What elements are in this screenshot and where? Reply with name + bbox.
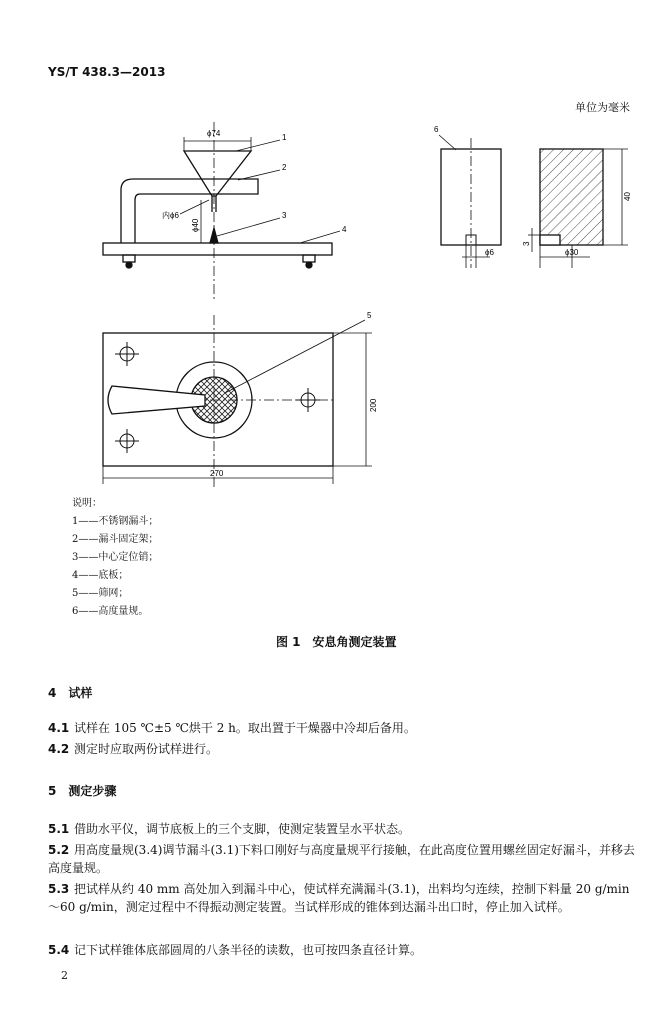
clause-text: 用高度量规(3.4)调节漏斗(3.1)下料口刚好与高度量规平行接触，在此高度位置用螺丝固定好漏斗，并移去高度量规。 (48, 843, 635, 875)
figure-caption: 图 1 安息角测定装置 (276, 635, 397, 649)
page-number: 2 (61, 969, 68, 982)
height-gauge-view (439, 135, 628, 268)
clause-text: 把试样从约 40 mm 高处加入到漏斗中心，使试样充满漏斗(3.1)，出料均匀连续，控制下料量 20 g/min～60 g/min，测定过程中不得振动测定装置。当试样形成的锥体到达漏斗出口时，停止加入试样。 (48, 882, 630, 914)
legend-item: 6——高度量规。 (72, 606, 149, 617)
clause-5-2 (48, 841, 638, 877)
side-view (103, 122, 340, 300)
clause-number: 5.1 (48, 822, 70, 836)
legend-item: 4——底板； (72, 570, 129, 581)
dim-inner-phi6: 内ϕ6 (162, 211, 179, 220)
legend-item: 3——中心定位销； (72, 552, 159, 563)
callout-3: 3 (282, 211, 287, 220)
funnel-shape (184, 151, 251, 196)
standard-number: YS/T 438.3—2013 (48, 65, 166, 79)
clause-5-4 (48, 941, 422, 959)
clause-number: 5.3 (48, 882, 70, 896)
callout-6: 6 (434, 125, 439, 134)
clause-text: 测定时应取两份试样进行。 (74, 742, 219, 756)
unit-note: 单位为毫米 (575, 101, 630, 114)
clause-number: 4.1 (48, 721, 70, 735)
section-4-title: 4 试样 (48, 686, 93, 700)
dim-phi74: ϕ74 (207, 129, 221, 138)
legend-item: 1——不锈钢漏斗； (72, 516, 159, 527)
clause-5-1 (48, 820, 410, 838)
dim-phi40: ϕ40 (191, 218, 200, 232)
clause-4-2 (48, 740, 218, 758)
dim-270: 270 (210, 469, 224, 478)
dim-40: 40 (623, 192, 632, 201)
callout-4: 4 (342, 225, 347, 234)
section-5-title: 5 测定步骤 (48, 784, 117, 798)
dim-phi30: ϕ30 (565, 248, 579, 257)
clause-5-3 (48, 880, 638, 916)
callout-2: 2 (282, 163, 287, 172)
clause-number: 4.2 (48, 742, 70, 756)
funnel-holder-shape (121, 179, 258, 243)
dim-phi6: ϕ6 (485, 248, 494, 257)
clause-text: 试样在 105 ℃±5 ℃烘干 2 h。取出置于干燥器中冷却后备用。 (74, 721, 416, 735)
clause-4-1 (48, 719, 416, 737)
clause-number: 5.2 (48, 843, 70, 857)
clause-text: 记下试样锥体底部圆周的八条半径的读数，也可按四条直径计算。 (74, 943, 423, 957)
clause-text: 借助水平仪，调节底板上的三个支脚，使测定装置呈水平状态。 (74, 822, 411, 836)
clause-number: 5.4 (48, 943, 70, 957)
callout-5: 5 (367, 311, 372, 320)
top-view (103, 315, 372, 490)
legend-item: 5——筛网； (72, 588, 129, 599)
legend-title: 说明： (72, 498, 102, 509)
base-plate-shape (103, 243, 332, 255)
callout-1: 1 (282, 133, 287, 142)
dim-3: 3 (522, 241, 531, 246)
legend-item: 2——漏斗固定架； (72, 534, 159, 545)
dim-200: 200 (369, 398, 378, 412)
